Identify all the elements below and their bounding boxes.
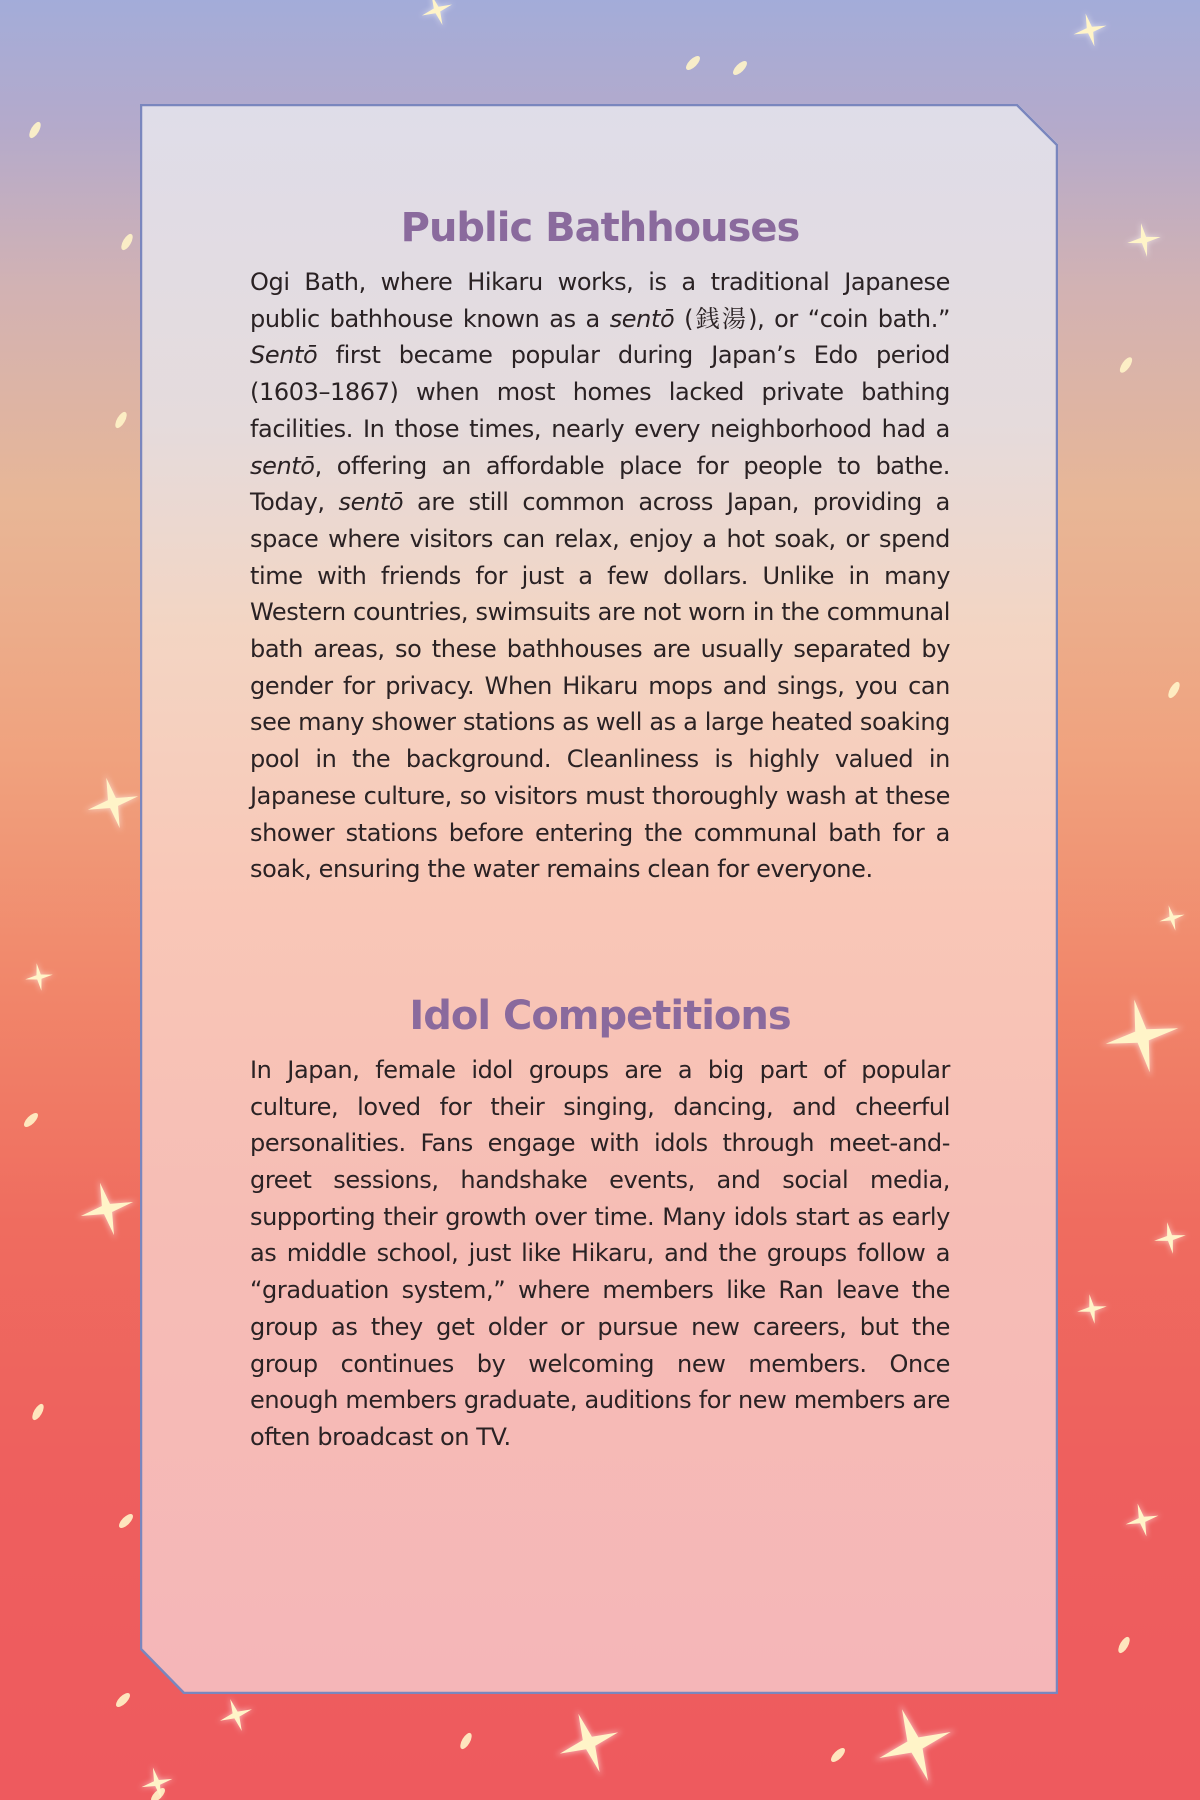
section-public-bathhouses (250, 196, 950, 888)
star-icon (1075, 1292, 1109, 1326)
star-icon (77, 1179, 137, 1239)
sparkle-icon (27, 120, 43, 140)
section-idol-competitions (250, 984, 950, 1456)
section-body (250, 264, 950, 888)
star-icon (1100, 994, 1183, 1077)
star-icon (1152, 1220, 1188, 1256)
italic-term: sentō (338, 488, 404, 517)
italic-term: sentō (250, 451, 315, 480)
text-run: Ogi Bath, where Hikaru works, is a traditional Japanese public bathhouse known as a (250, 268, 950, 333)
sparkle-icon (731, 59, 749, 77)
sparkle-icon (22, 1111, 40, 1129)
section-body (250, 1052, 950, 1456)
text-run: , offering an affordable place for people to bathe. Today, (250, 451, 950, 517)
star-icon (1071, 11, 1109, 49)
sparkle-icon (1166, 680, 1182, 700)
sparkle-icon (1116, 1635, 1132, 1655)
sparkle-icon (117, 1512, 135, 1530)
star-icon (84, 774, 142, 832)
sparkle-icon (113, 410, 129, 430)
star-icon (23, 961, 55, 993)
sparkle-icon (1118, 355, 1135, 374)
star-icon (1158, 904, 1187, 933)
section-title: Public Bathhouses (400, 205, 800, 251)
italic-term: Sentō (250, 341, 318, 370)
sparkle-icon (119, 232, 135, 252)
text-run: are still common across Japan, providing a space where visitors can relax, enjoy a hot soak, or spend time with friends for just a few dollars. Unlike in many Western countries, swimsuits are not worn in the communal bath areas, so these bathhouses are usually separated by gender for privacy. When Hikaru mops and sings, you can see many shower stations as well as a large heated soaking pool in the background. Cleanliness is highly valued in Japanese culture, so visitors must thoroughly wash at these shower stations before entering the communal bath for a soak, ensuring the water remains clean for everyone. (250, 488, 950, 884)
text-run: (銭湯), or “coin bath.” (674, 304, 950, 333)
panel-content (250, 196, 950, 1456)
star-icon (874, 1704, 956, 1786)
sparkle-icon (114, 1691, 132, 1709)
sparkle-icon (458, 1731, 474, 1751)
star-icon (1123, 1501, 1161, 1539)
text-run: In Japan, female idol groups are a big part of popular culture, loved for their singing, dancing, and cheerful personalities. Fans engage with idols through meet-and-greet sessions, handshake events, and social media, supporting their growth over time. Many idols start as early as middle school, just like Hikaru, and the groups follow a “graduation system,” where members like Ran leave the group as they get older or pursue new careers, but the group continues by welcoming new members. Once enough members graduate, auditions for new members are often broadcast on TV. (250, 1055, 950, 1451)
sparkle-icon (684, 54, 702, 72)
star-icon (218, 1697, 255, 1734)
italic-term: sentō (609, 304, 675, 333)
star-icon (1125, 221, 1164, 260)
section-title: Idol Competitions (409, 992, 791, 1039)
sparkle-icon (829, 1746, 847, 1764)
star-icon (420, 0, 455, 27)
sparkle-icon (30, 1402, 46, 1422)
text-run: first became popular during Japan’s Edo period (1603–1867) when most homes lacked private bathing facilities. In those times, nearly every neighborhood had a (250, 341, 950, 443)
star-icon (556, 1710, 623, 1777)
